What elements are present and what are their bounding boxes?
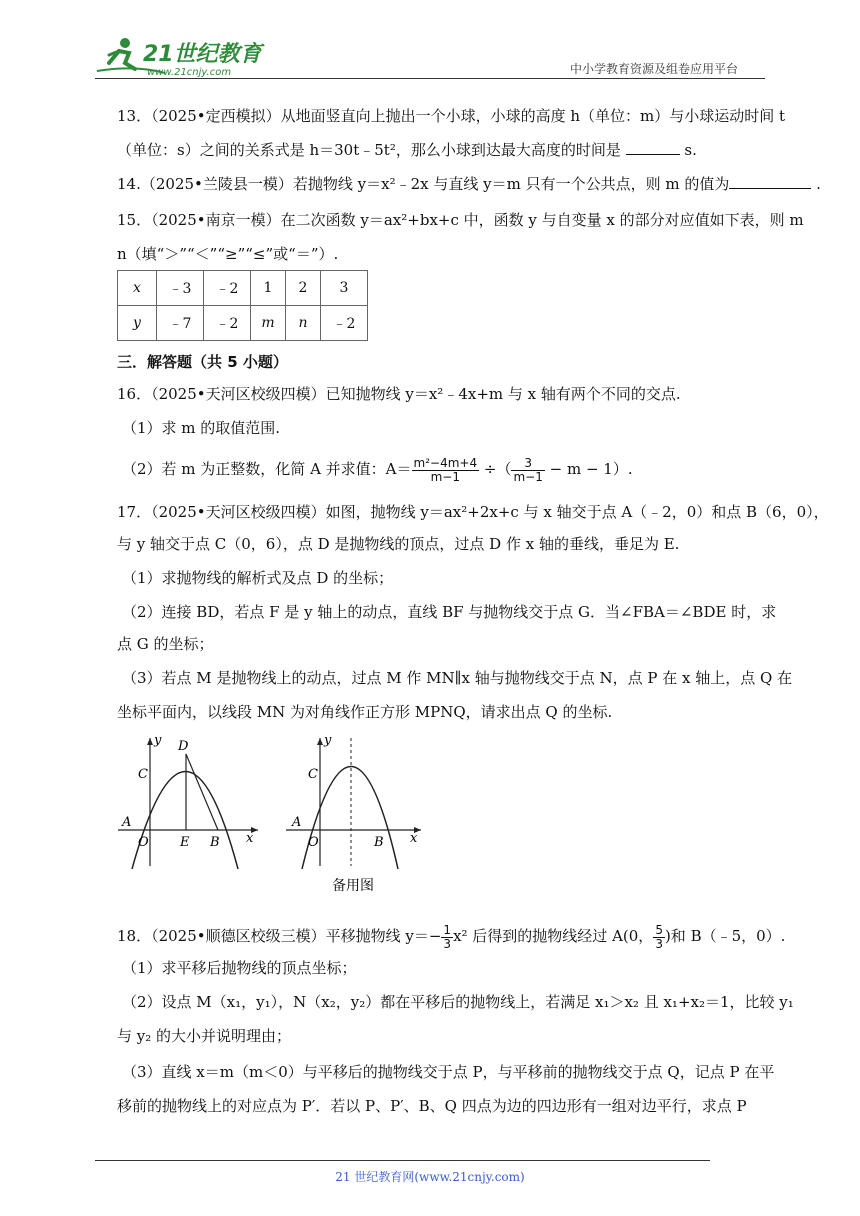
fig-label-x: x [246,831,254,846]
q18-line1 [117,920,785,952]
fig-label-c: C [308,767,318,782]
fig-label-o: O [308,835,319,850]
table-cell: n [286,306,321,341]
q18-line1-b: x² 后得到的抛物线经过 A(0， [453,927,654,945]
fraction-denominator: 3 [443,936,452,951]
q16-part2-tail: − m − 1）. [549,460,633,478]
q17-part3b: 坐标平面内，以线段 MN 为对角线作正方形 MPNQ，请求出点 Q 的坐标. [117,703,613,721]
fig-label-b: B [210,835,220,850]
platform-name: 中小学教育资源及组卷应用平台 [570,62,739,76]
q16-line1: 16．（2025•天河区校级四模）已知抛物线 y＝x²﹣4x+m 与 x 轴有两个不同的交点. [117,385,681,403]
logo-url: www.21cnjy.com [147,67,232,78]
q18-part1: （1）求平移后抛物线的顶点坐标； [122,959,357,977]
footer-divider [95,1160,710,1161]
q18-part3a: （3）直线 x＝m（m＜0）与平移后的抛物线交于点 P，与平移前的抛物线交于点 Q，记点 P 在平 [122,1063,775,1081]
q13-line2 [117,140,697,160]
table-cell: ﹣7 [157,306,204,341]
fig-label-o: O [138,835,149,850]
fig-label-a: A [292,815,302,830]
q15-line2: n（填“＞”“＜”“≥”“≤”或“＝”）. [117,245,339,263]
fraction-numerator: 5 [655,922,663,937]
q13-answer-blank [626,140,680,155]
fig-label-d: D [178,739,189,754]
table-cell: ﹣3 [157,271,204,306]
fraction-denominator: m−1 [430,469,460,484]
fig-label-a: A [122,815,132,830]
q16-part2-text: （2）若 m 为正整数，化简 A 并求值：A＝ [122,460,412,478]
fraction-numerator: 3 [511,457,544,471]
q13-unit: s. [684,141,697,159]
header-divider [95,78,765,79]
q17-figure-main [118,734,263,869]
q18-part2a: （2）设点 M（x₁，y₁），N（x₂，y₂）都在平移后的抛物线上，若满足 x₁＞x₂ 且 x₁+x₂＝1，比较 y₁ [122,993,794,1011]
table-cell: ﹣2 [204,306,251,341]
table-cell: y [118,306,157,341]
site-logo [95,35,265,80]
q14-end: . [816,175,821,193]
fig-label-y: y [324,734,332,748]
footer-link[interactable]: 21 世纪教育网(www.21cnjy.com) [335,1170,525,1184]
spare-figure-caption: 备用图 [332,878,374,894]
fig-label-y: y [154,734,162,748]
q17-line1: 17．（2025•天河区校级四模）如图，抛物线 y＝ax²+2x+c 与 x 轴交于点 A（﹣2，0）和点 B（6，0）， [117,503,829,521]
q16-divide: ÷（ [483,460,512,478]
fig-label-c: C [138,767,148,782]
table-row [118,306,368,341]
logo-title: 21世纪教育 [143,42,262,67]
table-cell: ﹣2 [204,271,251,306]
q14-line [117,174,821,194]
q13-line1: 13．（2025•定西模拟）从地面竖直向上抛出一个小球，小球的高度 h（单位：m）与小球运动时间 t [117,107,786,125]
section-heading: 三．解答题（共 5 小题） [117,353,288,371]
q15-value-table [117,270,368,341]
table-row [118,271,368,306]
q18-fraction-2 [653,924,665,951]
q18-part2b: 与 y₂ 的大小并说明理由； [117,1027,292,1045]
q17-figure-spare [286,734,426,894]
fraction-numerator: m²−4m+4 [413,455,478,470]
q18-fraction-1 [441,924,453,951]
runner-logo-icon [95,35,265,80]
q17-part2b: 点 G 的坐标； [117,635,214,653]
q18-line1-c: )和 B（﹣5，0）. [664,927,786,945]
table-cell: 1 [251,271,286,306]
q18-part3b: 移前的抛物线上的对应点为 P′．若以 P、P′、B、Q 四点为边的四边形有一组对边平行，求点 P [117,1097,747,1115]
q14-text: 14.（2025•兰陵县一模）若抛物线 y＝x²﹣2x 与直线 y＝m 只有一个公共点，则 m 的值为 [117,175,730,193]
q17-part2a: （2）连接 BD，若点 F 是 y 轴上的动点，直线 BF 与抛物线交于点 G．当∠FBA＝∠BDE 时，求 [122,603,777,621]
table-cell: 2 [286,271,321,306]
fraction-denominator: m−1 [513,469,543,484]
fig-label-b: B [374,835,384,850]
table-cell: m [251,306,286,341]
q13-line2-text: （单位：s）之间的关系式是 h＝30t﹣5t²，那么小球到达最大高度的时间是 [117,141,621,159]
q14-answer-blank [729,174,811,189]
q17-part3a: （3）若点 M 是抛物线上的动点，过点 M 作 MN∥x 轴与抛物线交于点 N，点 P 在 x 轴上，点 Q 在 [122,669,793,687]
table-cell: 3 [321,271,368,306]
fig-label-x: x [410,831,418,846]
table-cell: ﹣2 [321,306,368,341]
q16-fraction-2 [511,457,544,484]
table-cell: x [118,271,157,306]
q18-line1-a: 18．（2025•顺德区校级三模）平移抛物线 y＝− [117,927,442,945]
q16-part1: （1）求 m 的取值范围. [122,419,281,437]
q16-part2 [122,454,633,484]
fig-label-e: E [180,835,190,850]
q16-fraction-1 [412,457,480,484]
q15-line1: 15．（2025•南京一模）在二次函数 y＝ax²+bx+c 中，函数 y 与自变量 x 的部分对应值如下表，则 m [117,211,804,229]
q17-part1: （1）求抛物线的解析式及点 D 的坐标； [122,569,394,587]
q17-line2: 与 y 轴交于点 C（0，6），点 D 是抛物线的顶点，过点 D 作 x 轴的垂线，垂足为 E. [117,535,680,553]
fraction-numerator: 1 [443,922,452,937]
fraction-denominator: 3 [655,936,663,951]
